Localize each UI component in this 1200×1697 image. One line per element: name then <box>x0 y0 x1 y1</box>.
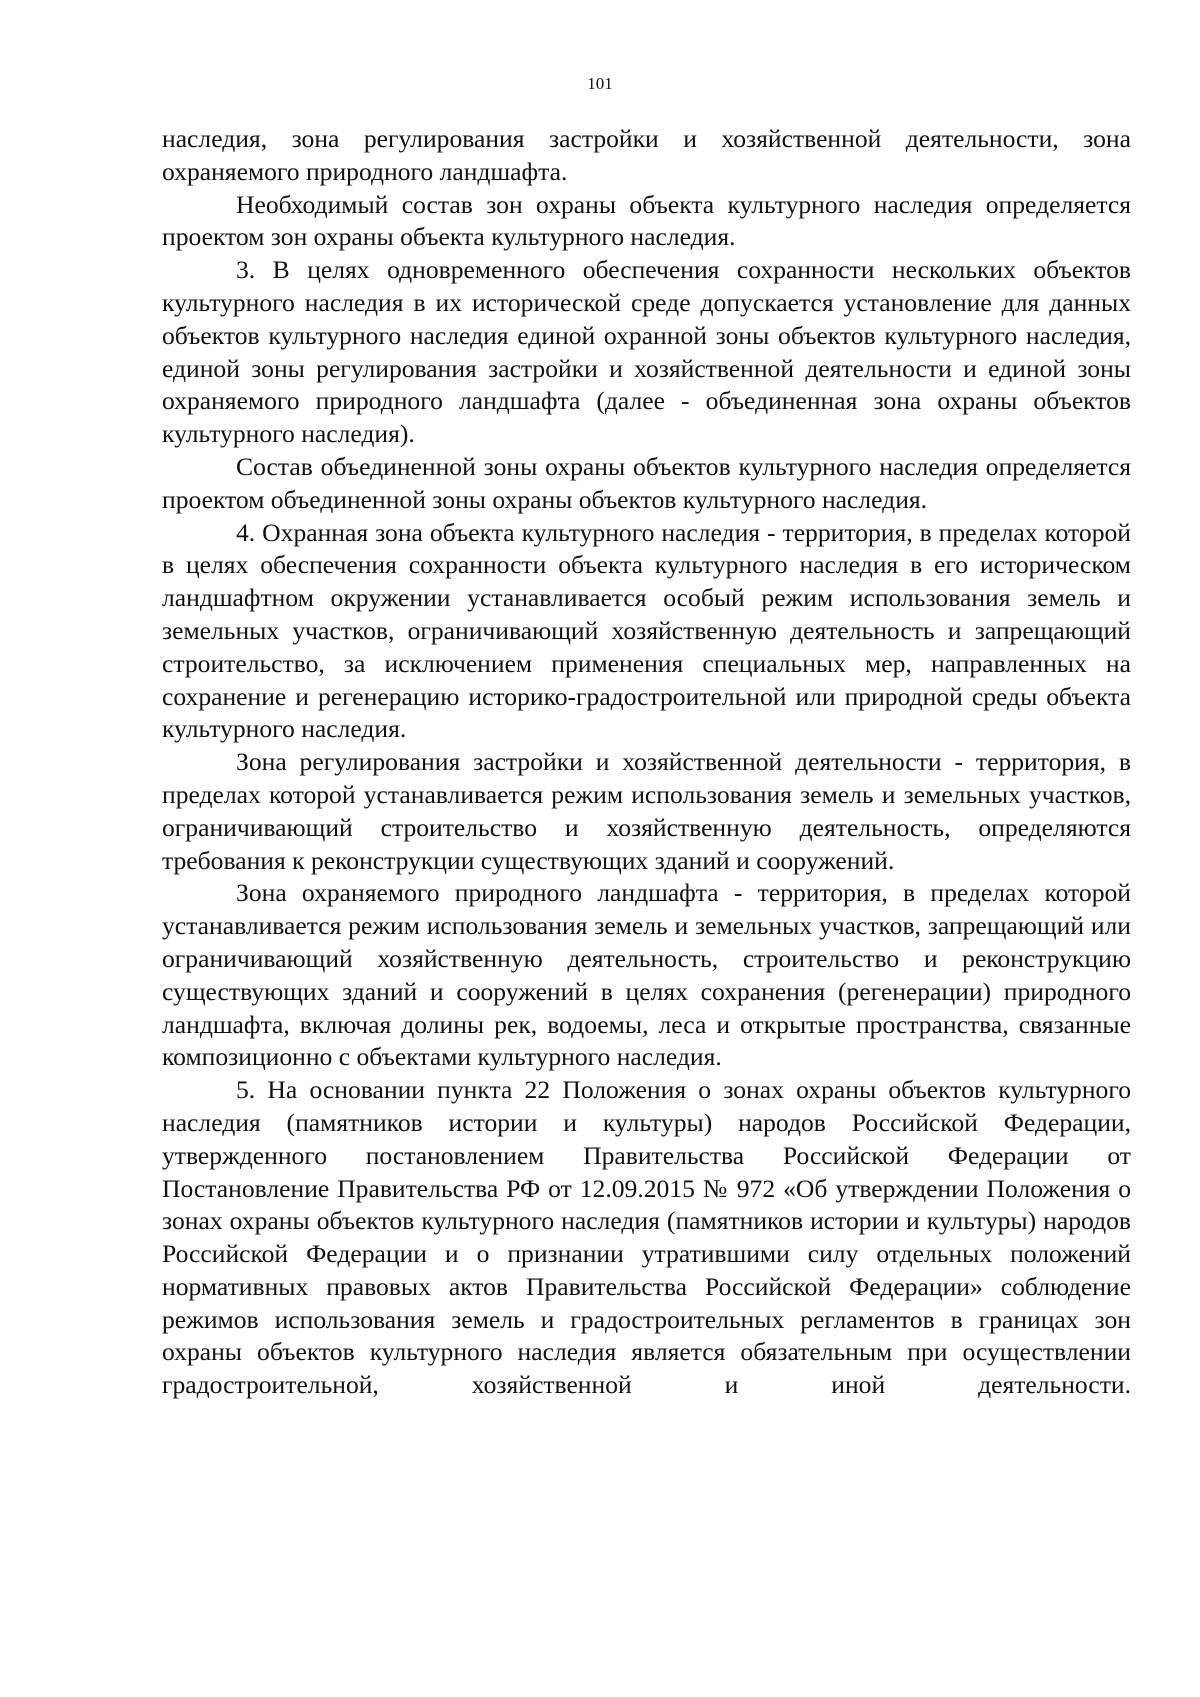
paragraph-3: 3. В целях одновременного обеспечения сохранности нескольких объектов культурного наследия в их исторической среде допускается установление для данных объектов культурного наследия единой охранной зоны объектов культурного наследия, единой зоны регулирования застройки и хозяйственной деятельности и единой зоны охраняемого природного ландшафта (далее - объединенная зона охраны объектов культурного наследия). <box>162 255 1131 449</box>
paragraph-7: Зона охраняемого природного ландшафта - территория, в пределах которой устанавливается режим использования земель и земельных участков, запрещающий или ограничивающий хозяйственную деятельность, строительство и реконструкцию существующих зданий и сооружений в целях сохранения (регенерации) природного ландшафта, включая долины рек, водоемы, леса и открытые пространства, связанные композиционно с объектами культурного наследия. <box>162 878 1131 1072</box>
paragraph-1: наследия, зона регулирования застройки и хозяйственной деятельности, зона охраняемого природного ландшафта. <box>162 124 1131 186</box>
paragraph-4: Состав объединенной зоны охраны объектов культурного наследия определяется проектом объединенной зоны охраны объектов культурного наследия. <box>162 451 1131 514</box>
paragraph-6: Зона регулирования застройки и хозяйственной деятельности - территория, в пределах которой устанавливается режим использования земель и земельных участков, ограничивающий строительство и хозяйственную деятельность, определяются требования к реконструкции существующих зданий и сооружений. <box>162 747 1131 875</box>
paragraph-2: Необходимый состав зон охраны объекта культурного наследия определяется проектом зон охраны объекта культурного наследия. <box>162 189 1131 252</box>
page-number: 101 <box>587 74 613 93</box>
paragraph-8: 5. На основании пункта 22 Положения о зонах охраны объектов культурного наследия (памятников истории и культуры) народов Российской Федерации, утвержденного постановлением Правительства Российской Федерации от Постановление Правительства РФ от 12.09.2015 № 972 «Об утверждении Положения о зонах охраны объектов культурного наследия (памятников истории и культуры) народов Российской Федерации и о признании утратившими силу отдельных положений нормативных правовых актов Правительства Российской Федерации» соблюдение режимов использования земель и градостроительных регламентов в границах зон охраны объектов культурного наследия является обязательным при осуществлении градостроительной, хозяйственной и иной деятельности. <box>162 1075 1131 1400</box>
document-body <box>162 123 1131 1402</box>
paragraph-5: 4. Охранная зона объекта культурного наследия - территория, в пределах которой в целях обеспечения сохранности объекта культурного наследия в его историческом ландшафтном окружении устанавливается особый режим использования земель и земельных участков, ограничивающий хозяйственную деятельность и запрещающий строительство, за исключением применения специальных мер, направленных на сохранение и регенерацию историко-градостроительной или природной среды объекта культурного наследия. <box>162 517 1131 744</box>
